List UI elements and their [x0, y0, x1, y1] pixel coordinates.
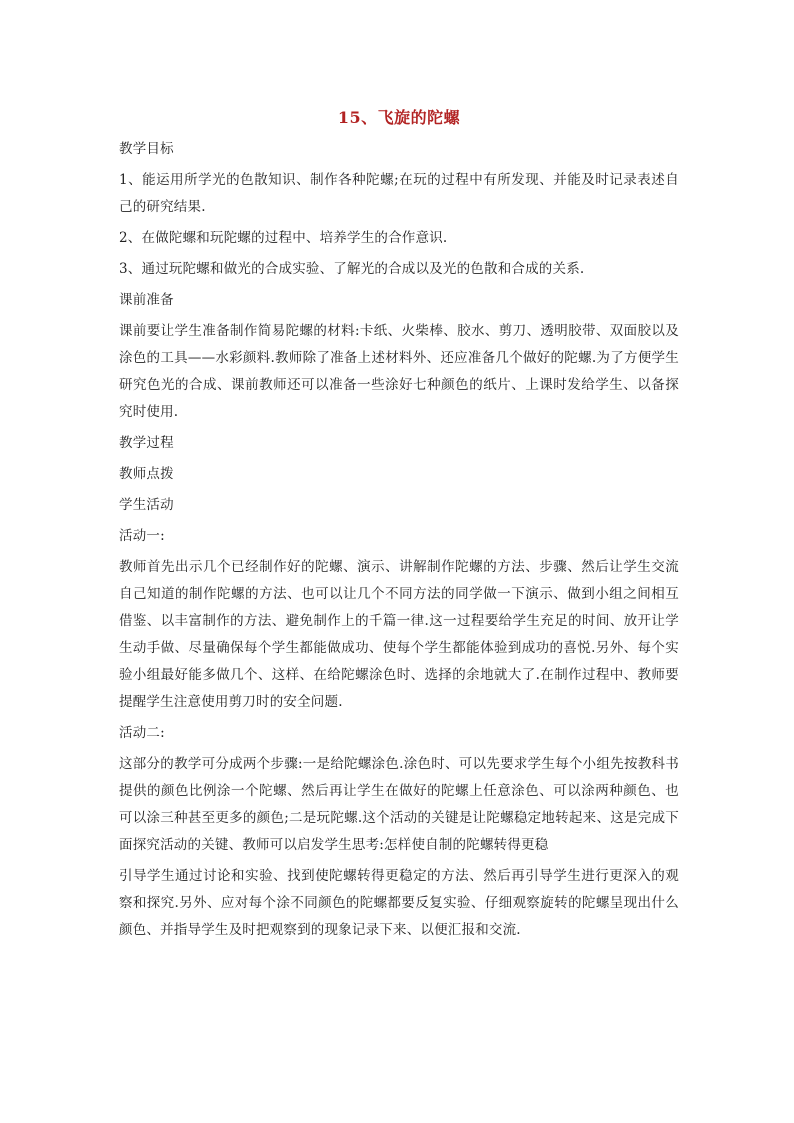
heading-teaching-process: 教学过程	[119, 435, 174, 451]
activity-1-text: 教师首先出示几个已经制作好的陀螺、演示、讲解制作陀螺的方法、步骤、然后让学生交流自己知道的制作陀螺的方法、也可以让几个不同方法的同学做一下演示、做到小组之间相互借鉴、以丰富制作的方法、避免制作上的千篇一律.这一过程要给学生充足的时间、放开让学生动手做、尽量确保每个学生都能做成功、使每个学生都能体验到成功的喜悦.另外、每个实验小组最好能多做几个、这样、在给陀螺涂色时、选择的余地就大了.在制作过程中、教师要提醒学生注意使用剪刀时的安全问题.	[119, 559, 679, 710]
goal-item-3: 3、通过玩陀螺和做光的合成实验、了解光的合成以及光的色散和合成的关系.	[119, 261, 585, 277]
preparation-text: 课前要让学生准备制作简易陀螺的材料:卡纸、火柴棒、胶水、剪刀、透明胶带、双面胶以及涂色的工具——水彩颜料.教师除了准备上述材料外、还应准备几个做好的陀螺.为了方便学生研究色光的合成、课前教师还可以准备一些涂好七种颜色的纸片、上课时发给学生、以备探究时使用.	[119, 323, 679, 420]
heading-preparation: 课前准备	[119, 292, 174, 308]
heading-teacher-guidance: 教师点拨	[119, 466, 174, 482]
heading-teaching-goals: 教学目标	[119, 141, 174, 157]
activity-2-text: 这部分的教学可分成两个步骤:一是给陀螺涂色.涂色时、可以先要求学生每个小组先按教科书提供的颜色比例涂一个陀螺、然后再让学生在做好的陀螺上任意涂色、可以涂两种颜色、也可以涂三种甚至更多的颜色;二是玩陀螺.这个活动的关键是让陀螺稳定地转起来、这是完成下面探究活动的关键、教师可以启发学生思考:怎样使自制的陀螺转得更稳	[119, 756, 679, 853]
activity-2-guidance-text: 引导学生通过讨论和实验、找到使陀螺转得更稳定的方法、然后再引导学生进行更深入的观察和探究.另外、应对每个涂不同颜色的陀螺都要反复实验、仔细观察旋转的陀螺呈现出什么颜色、并指导学生及时把观察到的现象记录下来、以便汇报和交流.	[119, 868, 679, 938]
heading-activity-1: 活动一:	[119, 528, 165, 544]
document-content	[119, 104, 679, 948]
heading-student-activities: 学生活动	[119, 497, 174, 513]
goal-item-1: 1、能运用所学光的色散知识、制作各种陀螺;在玩的过程中有所发现、并能及时记录表述自己的研究结果.	[119, 172, 679, 215]
document-title: 15、飞旋的陀螺	[337, 108, 461, 127]
goal-item-2: 2、在做陀螺和玩陀螺的过程中、培养学生的合作意识.	[119, 230, 448, 246]
heading-activity-2: 活动二:	[119, 725, 165, 741]
